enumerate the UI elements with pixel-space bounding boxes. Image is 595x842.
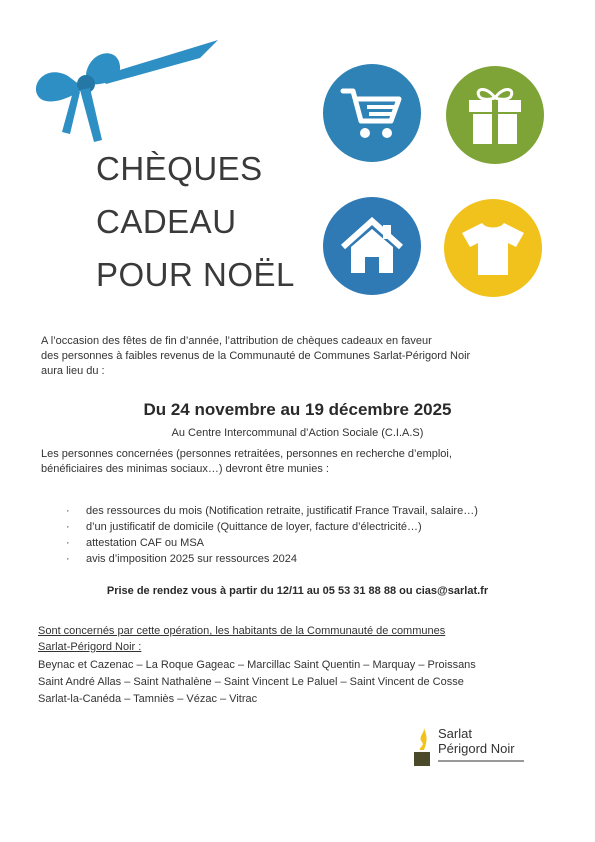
persons-line-1: Les personnes concernées (personnes retraitées, personnes en recherche d’emploi, — [41, 448, 452, 460]
logo-mark-icon — [414, 726, 430, 766]
documents-list — [66, 503, 566, 567]
persons-line-2: bénéficiaires des minimas sociaux…) devront être munies : — [41, 463, 329, 475]
dates-heading: Du 24 novembre au 19 décembre 2025 — [143, 400, 452, 419]
villages-list — [38, 657, 568, 708]
intro-paragraph — [41, 334, 551, 379]
concerned-paragraph — [38, 623, 558, 655]
logo-divider — [438, 760, 524, 762]
page-title — [96, 142, 326, 301]
house-icon — [323, 197, 421, 295]
list-item: · avis d’imposition 2025 sur ressources 2024 — [66, 551, 566, 567]
list-item: · d’un justificatif de domicile (Quittance de loyer, facture d’électricité…) — [66, 519, 566, 535]
logo — [414, 726, 534, 770]
ribbon-bow-icon — [28, 36, 228, 146]
title-line-3: POUR NOËL — [96, 256, 295, 293]
title-line-1: CHÈQUES — [96, 150, 263, 187]
concern-line-1: Sont concernés par cette opération, les habitants de la Communauté de communes — [38, 625, 446, 637]
villages-line-2: Saint André Allas – Saint Nathalène – Saint Vincent Le Paluel – Saint Vincent de Cosse — [38, 676, 464, 688]
shopping-cart-icon — [323, 64, 421, 162]
intro-line-3: aura lieu du : — [41, 365, 105, 377]
logo-text-sarlat: Sarlat — [438, 726, 472, 741]
intro-line-2: des personnes à faibles revenus de la Communauté de Communes Sarlat-Périgord Noir — [41, 350, 471, 362]
appointment-info: Prise de rendez vous à partir du 12/11 au 05 53 31 88 88 ou cias@sarlat.fr — [106, 585, 489, 597]
t-shirt-icon — [444, 199, 542, 297]
logo-text-perigord-noir: Périgord Noir — [438, 741, 515, 756]
intro-line-1: A l’occasion des fêtes de fin d’année, l’attribution de chèques cadeaux en faveur — [41, 335, 432, 347]
villages-line-3: Sarlat-la-Canéda – Tamniès – Vézac – Vitrac — [38, 693, 258, 705]
title-line-2: CADEAU — [96, 203, 237, 240]
centre-name: Au Centre Intercommunal d’Action Sociale (C.I.A.S) — [171, 427, 424, 439]
list-item: · des ressources du mois (Notification retraite, justificatif France Travail, salaire…) — [66, 503, 566, 519]
gift-icon — [446, 66, 544, 164]
persons-paragraph — [41, 447, 561, 477]
villages-line-1: Beynac et Cazenac – La Roque Gageac – Marcillac Saint Quentin – Marquay – Proissans — [38, 659, 476, 671]
list-item: · attestation CAF ou MSA — [66, 535, 566, 551]
concern-line-2: Sarlat-Périgord Noir : — [38, 641, 142, 653]
